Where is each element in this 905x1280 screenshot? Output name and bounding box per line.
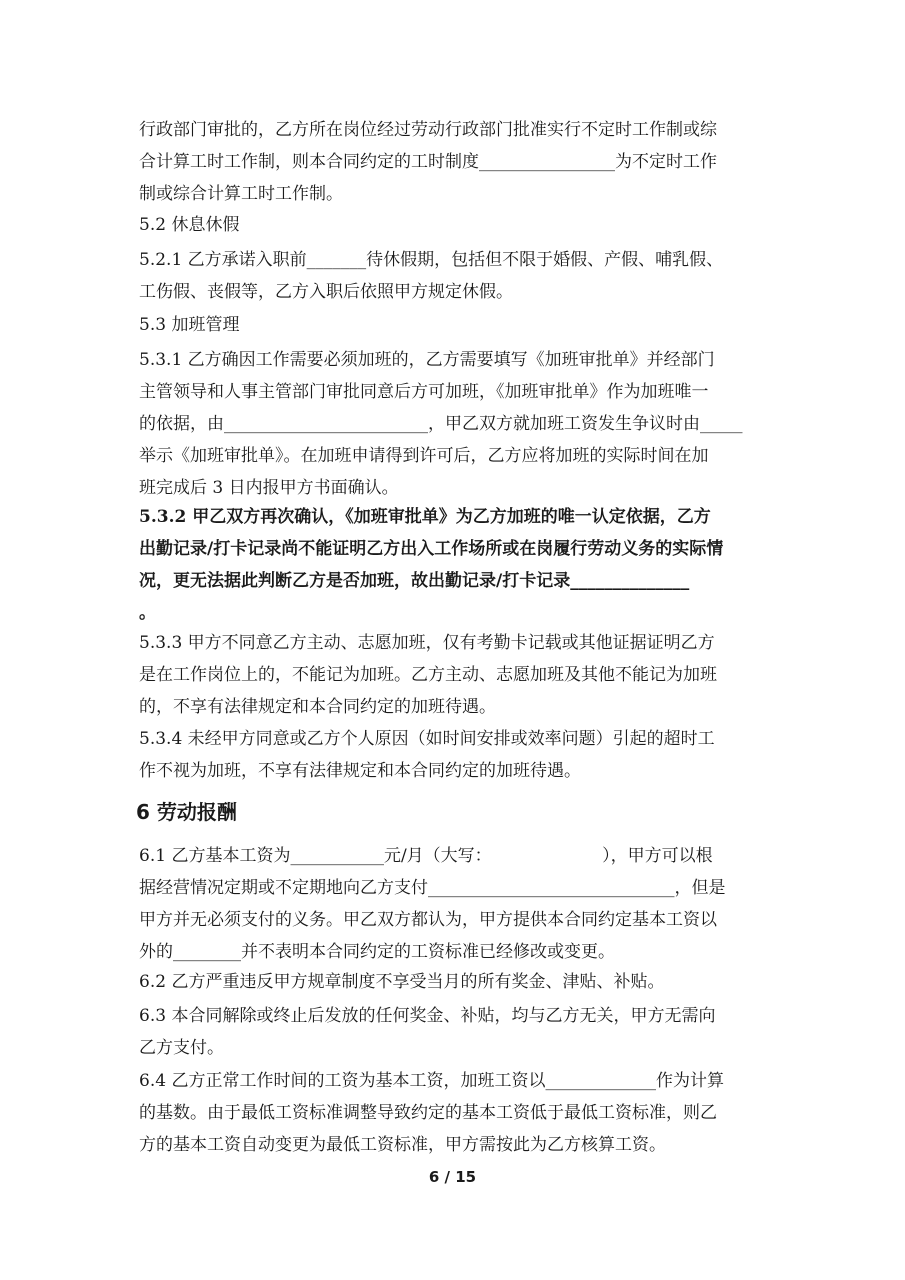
paragraph-working-hours-continued <box>139 114 775 210</box>
text-line: 作不视为加班，不享有法律规定和本合同约定的加班待遇。 <box>139 761 581 781</box>
clause-6-4 <box>139 1065 775 1161</box>
text-line: 6.2 乙方严重违反甲方规章制度不享受当月的所有奖金、津贴、补贴。 <box>139 972 665 992</box>
text-line: 5.3.1 乙方确因工作需要必须加班的，乙方需要填写《加班审批单》并经部门 <box>139 350 715 370</box>
text-line: 合计算工时工作制，则本合同约定的工时制度________________为不定时工作 <box>139 152 717 172</box>
text-line: 出勤记录/打卡记录尚不能证明乙方出入工作场所或在岗履行劳动义务的实际情 <box>139 539 724 559</box>
text-line: 。 <box>139 603 156 623</box>
subheading-rest-leave <box>139 209 775 241</box>
clause-6-2 <box>139 966 775 998</box>
text-line: 6.4 乙方正常工作时间的工资为基本工资，加班工资以_____________作为计算 <box>139 1071 724 1091</box>
text-line: 乙方支付。 <box>139 1038 224 1058</box>
text-line: 制或综合计算工时工作制。 <box>139 184 343 204</box>
text-line: 5.3.2 甲乙双方再次确认，《加班审批单》为乙方加班的唯一认定依据，乙方 <box>139 507 711 527</box>
clause-6-3 <box>139 1000 775 1064</box>
text-line: 方的基本工资自动变更为最低工资标准，甲方需按此为乙方核算工资。 <box>139 1135 666 1155</box>
text-line: 5.3.3 甲方不同意乙方主动、志愿加班，仅有考勤卡记载或其他证据证明乙方 <box>139 633 715 653</box>
clause-5-3-2 <box>139 501 775 629</box>
text-line: 据经营情况定期或不定期地向乙方支付_____________________________，但是 <box>139 878 726 898</box>
text-line: 5.3 加班管理 <box>139 315 240 335</box>
clause-5-3-3 <box>139 627 775 723</box>
text-line: 是在工作岗位上的，不能记为加班。乙方主动、志愿加班及其他不能记为加班 <box>139 665 717 685</box>
section-heading: 6 劳动报酬 <box>136 800 237 824</box>
text-line: 行政部门审批的，乙方所在岗位经过劳动行政部门批准实行不定时工作制或综 <box>139 120 717 140</box>
text-line: 5.2.1 乙方承诺入职前_______待休假期，包括但不限于婚假、产假、哺乳假、 <box>139 250 724 270</box>
text-line: 5.2 休息休假 <box>139 215 240 235</box>
text-line: 5.3.4 未经甲方同意或乙方个人原因（如时间安排或效率问题）引起的超时工 <box>139 729 715 749</box>
clause-5-3-1 <box>139 344 775 504</box>
text-line: 举示《加班审批单》。在加班申请得到许可后，乙方应将加班的实际时间在加 <box>139 446 709 466</box>
subheading-overtime <box>139 309 775 341</box>
clause-5-2-1 <box>139 244 775 308</box>
page-number: 6 / 15 <box>428 1168 477 1186</box>
text-line: 的依据，由________________________，甲乙双方就加班工资发生争议时由_____ <box>139 414 743 434</box>
text-line: 的基数。由于最低工资标准调整导致约定的基本工资低于最低工资标准，则乙 <box>139 1103 717 1123</box>
text-line: 6.3 本合同解除或终止后发放的任何奖金、补贴，均与乙方无关，甲方无需向 <box>139 1006 716 1026</box>
text-line: 甲方并无必须支付的义务。甲乙双方都认为，甲方提供本合同约定基本工资以 <box>139 910 717 930</box>
text-line: 主管领导和人事主管部门审批同意后方可加班，《加班审批单》作为加班唯一 <box>139 382 709 402</box>
text-line: 外的________并不表明本合同约定的工资标准已经修改或变更。 <box>139 942 615 962</box>
text-line: 况，更无法据此判断乙方是否加班，故出勤记录/打卡记录______________ <box>139 571 690 591</box>
text-line: 的，不享有法律规定和本合同约定的加班待遇。 <box>139 697 496 717</box>
text-line: 班完成后 3 日内报甲方书面确认。 <box>139 478 399 498</box>
clause-5-3-4 <box>139 723 775 787</box>
text-line: 6.1 乙方基本工资为___________元/月（大写： ），甲方可以根 <box>139 846 713 866</box>
text-line: 工伤假、丧假等，乙方入职后依照甲方规定休假。 <box>139 282 513 302</box>
clause-6-1 <box>139 840 775 968</box>
